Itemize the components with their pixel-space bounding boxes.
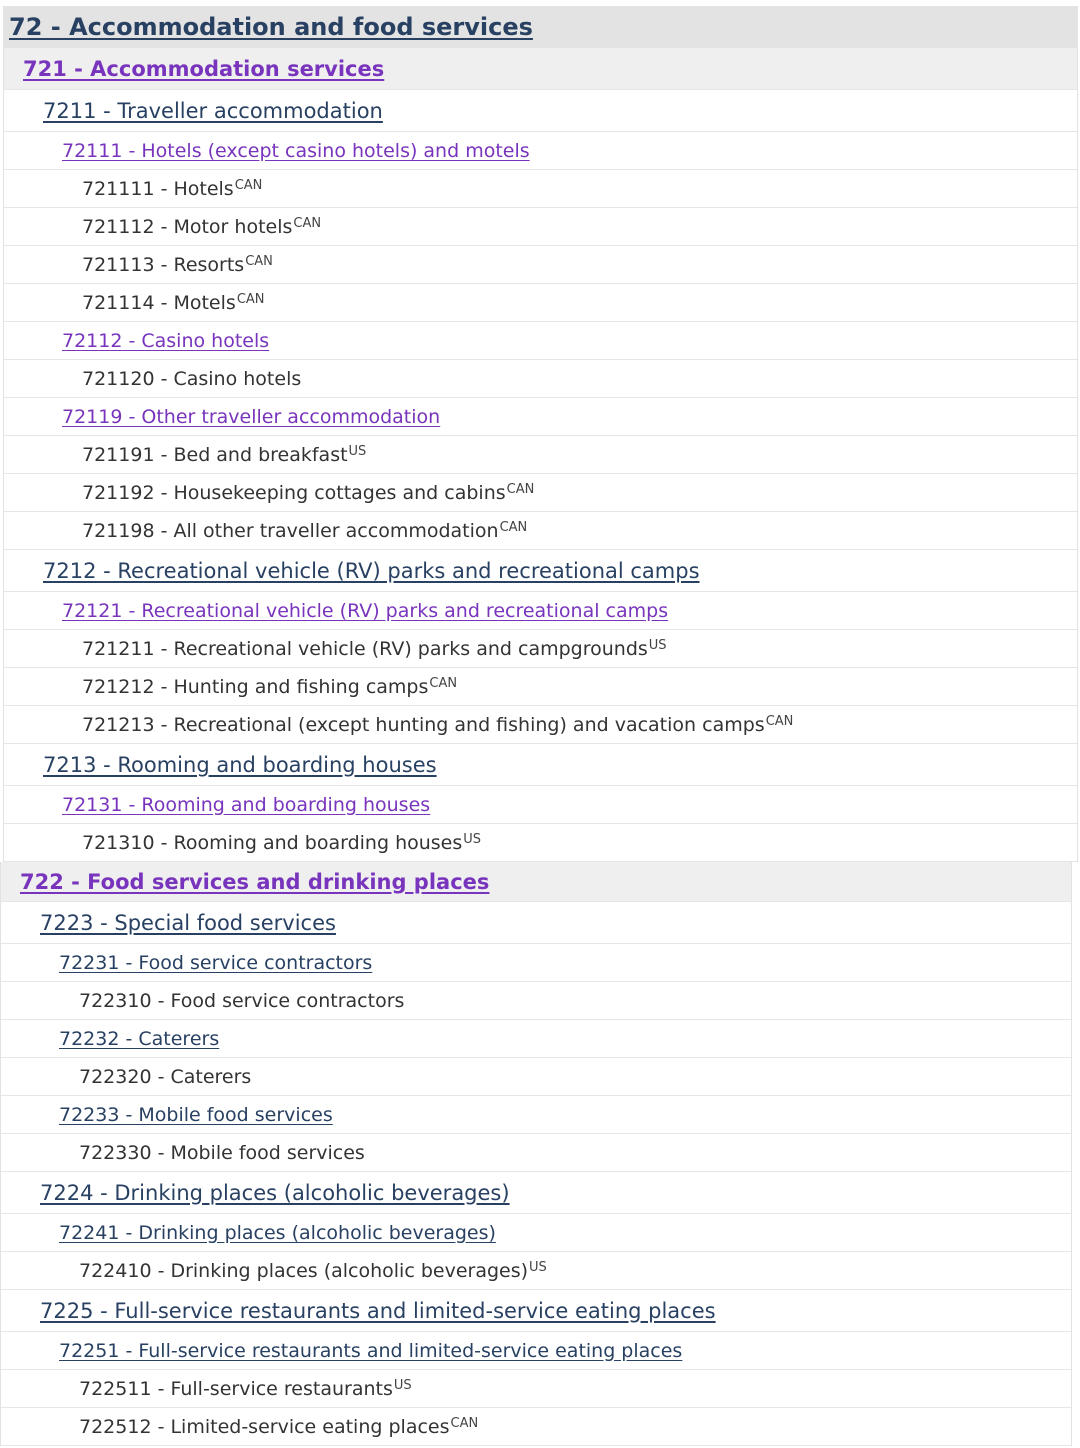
country-flag: US [648, 638, 667, 653]
national-industry-label: 721111 - Hotels [82, 177, 234, 200]
sector-link[interactable]: 72 - Accommodation and food services [9, 13, 533, 41]
industry-group-row [0, 902, 1072, 944]
national-industry-row [3, 436, 1078, 474]
industry-link-72111[interactable]: 72111 - Hotels (except casino hotels) and motels [62, 139, 530, 162]
industry-row [0, 1332, 1072, 1370]
industry-row [3, 398, 1078, 436]
national-industry-label: 721114 - Motels [82, 291, 236, 314]
food-services-section [0, 862, 1072, 1446]
industry-link-72112[interactable]: 72112 - Casino hotels [62, 329, 270, 352]
industry-group-link-7224[interactable]: 7224 - Drinking places (alcoholic beverages) [40, 1180, 510, 1205]
industry-group-row [0, 1172, 1072, 1214]
national-industry-row [3, 824, 1078, 862]
national-industry-label: 722511 - Full-service restaurants [79, 1377, 393, 1400]
country-flag: US [463, 832, 482, 847]
national-industry-label: 722410 - Drinking places (alcoholic beverages) [79, 1259, 529, 1282]
industry-group-link-7213[interactable]: 7213 - Rooming and boarding houses [43, 752, 437, 777]
national-industry-label: 722310 - Food service contractors [79, 989, 405, 1012]
industry-group-row [3, 550, 1078, 592]
national-industry-label: 721211 - Recreational vehicle (RV) parks and campgrounds [82, 637, 648, 660]
industry-group-row [3, 90, 1078, 132]
subsector-row [3, 48, 1078, 90]
industry-row [0, 944, 1072, 982]
industry-link-72241[interactable]: 72241 - Drinking places (alcoholic beverages) [59, 1221, 496, 1244]
national-industry-row [0, 982, 1072, 1020]
country-flag: US [348, 444, 367, 459]
industry-link-72233[interactable]: 72233 - Mobile food services [59, 1103, 333, 1126]
industry-link-72231[interactable]: 72231 - Food service contractors [59, 951, 373, 974]
industry-link-72119[interactable]: 72119 - Other traveller accommodation [62, 405, 441, 428]
national-industry-row [0, 1370, 1072, 1408]
industry-row [0, 1214, 1072, 1252]
national-industry-label: 721198 - All other traveller accommodation [82, 519, 499, 542]
industry-group-row [0, 1290, 1072, 1332]
country-flag: US [529, 1260, 547, 1275]
industry-row [3, 132, 1078, 170]
national-industry-label: 721212 - Hunting and fishing camps [82, 675, 429, 698]
industry-row [0, 1020, 1072, 1058]
national-industry-row [3, 630, 1078, 668]
country-flag: US [393, 1378, 412, 1393]
national-industry-row [3, 284, 1078, 322]
national-industry-row [3, 474, 1078, 512]
national-industry-row [3, 170, 1078, 208]
industry-link-72251[interactable]: 72251 - Full-service restaurants and limited-service eating places [59, 1339, 683, 1362]
national-industry-label: 722330 - Mobile food services [79, 1141, 365, 1164]
country-flag: CAN [429, 676, 458, 691]
industry-group-row [3, 744, 1078, 786]
industry-link-72232[interactable]: 72232 - Caterers [59, 1027, 220, 1050]
national-industry-row [0, 1408, 1072, 1446]
national-industry-label: 721192 - Housekeeping cottages and cabins [82, 481, 506, 504]
industry-link-72131[interactable]: 72131 - Rooming and boarding houses [62, 793, 431, 816]
accommodation-section [3, 6, 1078, 862]
national-industry-label: 721191 - Bed and breakfast [82, 443, 348, 466]
industry-row [3, 786, 1078, 824]
country-flag: CAN [499, 520, 528, 535]
industry-group-link-7223[interactable]: 7223 - Special food services [40, 910, 336, 935]
national-industry-row [0, 1134, 1072, 1172]
national-industry-label: 721112 - Motor hotels [82, 215, 293, 238]
industry-group-link-7211[interactable]: 7211 - Traveller accommodation [43, 98, 383, 123]
country-flag: CAN [450, 1416, 479, 1431]
national-industry-row [0, 1058, 1072, 1096]
subsector-link-722[interactable]: 722 - Food services and drinking places [20, 869, 490, 894]
country-flag: CAN [234, 178, 263, 193]
country-flag: CAN [293, 216, 322, 231]
national-industry-label: 721113 - Resorts [82, 253, 245, 276]
subsector-row [0, 862, 1072, 902]
country-flag: CAN [236, 292, 265, 307]
industry-row [3, 592, 1078, 630]
national-industry-row [3, 512, 1078, 550]
national-industry-row [3, 208, 1078, 246]
national-industry-row [3, 360, 1078, 398]
country-flag: CAN [506, 482, 535, 497]
subsector-link-721[interactable]: 721 - Accommodation services [23, 56, 385, 81]
industry-group-link-7212[interactable]: 7212 - Recreational vehicle (RV) parks and recreational camps [43, 558, 700, 583]
national-industry-row [3, 246, 1078, 284]
industry-row [3, 322, 1078, 360]
national-industry-label: 721213 - Recreational (except hunting and fishing) and vacation camps [82, 713, 765, 736]
industry-group-link-7225[interactable]: 7225 - Full-service restaurants and limited-service eating places [40, 1298, 716, 1323]
country-flag: CAN [765, 714, 794, 729]
national-industry-label: 721310 - Rooming and boarding houses [82, 831, 463, 854]
national-industry-label: 722320 - Caterers [79, 1065, 252, 1088]
country-flag: CAN [245, 254, 273, 269]
industry-link-72121[interactable]: 72121 - Recreational vehicle (RV) parks and recreational camps [62, 599, 669, 622]
national-industry-row [3, 668, 1078, 706]
sector-row [3, 6, 1078, 48]
national-industry-row [3, 706, 1078, 744]
industry-row [0, 1096, 1072, 1134]
national-industry-label: 721120 - Casino hotels [82, 367, 302, 390]
national-industry-row [0, 1252, 1072, 1290]
national-industry-label: 722512 - Limited-service eating places [79, 1415, 450, 1438]
